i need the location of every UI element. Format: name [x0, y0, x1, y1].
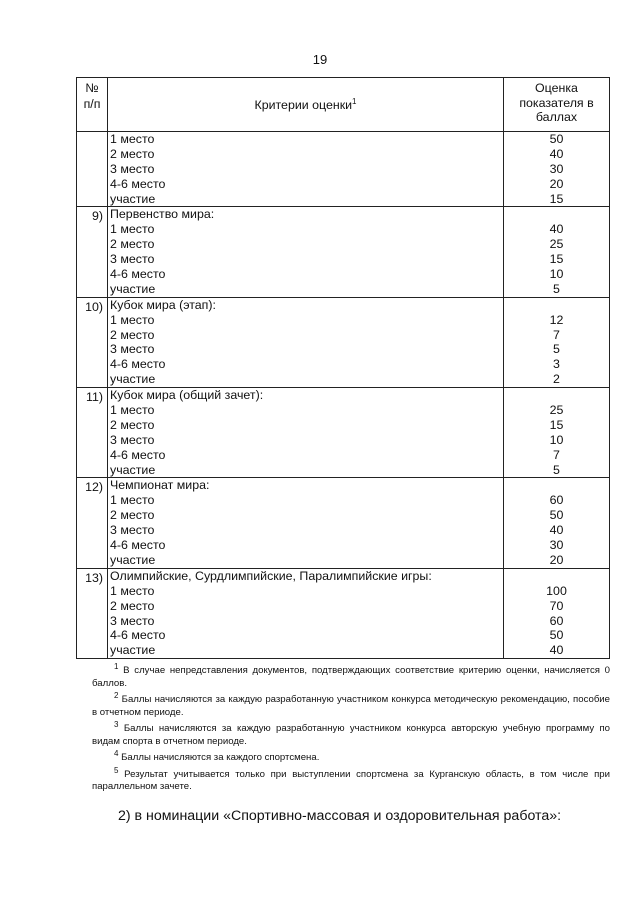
criteria-cell [108, 568, 504, 658]
place-score: 20 [549, 552, 564, 567]
footnotes [92, 661, 610, 794]
place-score: 50 [549, 132, 564, 146]
criteria-title: Первенство мира: [110, 207, 215, 222]
criteria-cell [108, 132, 504, 207]
place-score: 7 [553, 447, 560, 462]
score-cell [504, 297, 610, 387]
place-score: 5 [553, 281, 560, 296]
footnote-mark: 1 [114, 662, 119, 671]
place-label: 4-6 место [110, 628, 166, 643]
place-label: 3 место [110, 252, 155, 267]
place-score: 40 [549, 643, 564, 658]
page-number: 19 [312, 52, 328, 67]
place-score: 7 [553, 327, 560, 342]
place-label: 2 место [110, 508, 155, 523]
footnote-text: В случае непредставления документов, подтверждающих соответствие критерию оценки, начисляется 0 баллов. [92, 665, 610, 689]
header-criteria: Критерии оценки$^1$ [108, 78, 504, 132]
table-row [77, 568, 610, 658]
criteria-cell [108, 388, 504, 478]
table-row [77, 207, 610, 297]
place-score: 20 [549, 176, 564, 191]
place-label: 2 место [110, 598, 155, 613]
table-row [77, 132, 610, 207]
header-criteria-footnote-mark: 1 [352, 96, 357, 106]
footnote-text: Результат учитывается только при выступлении спортсмена за Курганскую область, в том числе при параллельном зачете. [92, 768, 610, 793]
row-number [77, 132, 108, 207]
place-label: 4-6 место [110, 176, 166, 191]
place-label: 4-6 место [110, 267, 166, 282]
footnote-mark: 3 [114, 720, 119, 729]
place-score: 100 [546, 583, 567, 598]
table-row [77, 478, 610, 568]
place-score: 5 [553, 462, 560, 477]
criteria-cell [108, 207, 504, 297]
table-row [77, 297, 610, 387]
place-label: 3 место [110, 342, 155, 357]
place-score: 40 [549, 146, 564, 161]
place-score: 15 [549, 191, 564, 206]
row-number: 9) [77, 207, 108, 297]
place-label: 1 место [110, 493, 155, 508]
place-label: 1 место [110, 132, 155, 146]
place-label: 3 место [110, 432, 155, 447]
footnote [92, 719, 610, 748]
place-score: 10 [549, 267, 564, 282]
place-label: участие [110, 281, 156, 296]
place-label: 3 место [110, 523, 155, 538]
place-label: участие [110, 372, 156, 387]
footnote [92, 748, 610, 765]
place-score: 60 [549, 613, 564, 628]
table-row [77, 388, 610, 478]
row-number: 10) [77, 297, 108, 387]
score-cell [504, 568, 610, 658]
place-score: 25 [549, 403, 564, 418]
place-label: 1 место [110, 312, 155, 327]
criteria-title: Кубок мира (общий зачет): [110, 388, 264, 403]
footnote-text: Баллы начисляются за каждую разработанную участником конкурса авторскую учебную программу по видам спорта в отчетном периоде. [92, 723, 610, 747]
score-spacer [504, 388, 609, 403]
footnote-mark: 4 [114, 749, 119, 758]
criteria-cell [108, 297, 504, 387]
footnote [92, 690, 610, 719]
place-label: 2 место [110, 146, 155, 161]
place-label: 4-6 место [110, 538, 166, 553]
place-score: 30 [549, 161, 564, 176]
place-score: 25 [549, 237, 564, 252]
score-spacer [504, 569, 609, 584]
footnote [92, 661, 610, 690]
place-score: 12 [549, 312, 564, 327]
place-label: 1 место [110, 583, 155, 598]
place-score: 15 [549, 417, 564, 432]
footnote [92, 765, 610, 794]
criteria-cell [108, 478, 504, 568]
place-label: 2 место [110, 237, 155, 252]
place-label: 2 место [110, 327, 155, 342]
score-spacer [504, 207, 609, 222]
place-score: 3 [553, 357, 560, 372]
row-number: 13) [77, 568, 108, 658]
score-cell [504, 478, 610, 568]
row-number: 12) [77, 478, 108, 568]
place-label: участие [110, 552, 156, 567]
footnote-mark: 5 [114, 765, 119, 775]
place-label: 4-6 место [110, 357, 166, 372]
footnote-text: Баллы начисляются за каждого спортсмена. [121, 752, 320, 764]
header-score: Оценка показателя в баллах [504, 78, 610, 132]
score-spacer [504, 478, 609, 493]
score-spacer [504, 298, 609, 313]
header-num: № п/п [77, 78, 108, 132]
place-score: 10 [549, 432, 564, 447]
criteria-title: Олимпийские, Сурдлимпийские, Паралимпийские игры: [110, 568, 432, 583]
place-score: 50 [549, 508, 564, 523]
place-score: 2 [553, 372, 560, 387]
criteria-table [76, 77, 610, 659]
place-label: 3 место [110, 613, 155, 628]
place-label: 3 место [110, 161, 155, 176]
place-score: 30 [549, 538, 564, 553]
place-label: 1 место [110, 403, 155, 418]
score-cell [504, 132, 610, 207]
score-cell [504, 388, 610, 478]
place-score: 60 [549, 493, 564, 508]
place-label: 1 место [110, 222, 155, 237]
nomination-heading: 2) в номинации «Спортивно-массовая и оздоровительная работа»: [118, 808, 562, 824]
row-number: 11) [77, 388, 108, 478]
criteria-title: Чемпионат мира: [110, 478, 210, 493]
score-cell [504, 207, 610, 297]
table-header-row [77, 78, 610, 132]
place-score: 40 [549, 523, 564, 538]
place-score: 50 [549, 628, 564, 643]
place-label: участие [110, 643, 156, 658]
place-score: 15 [549, 252, 564, 267]
footnote-mark: 2 [114, 691, 119, 700]
place-score: 5 [553, 342, 560, 357]
criteria-title: Кубок мира (этап): [110, 297, 216, 312]
place-label: 2 место [110, 417, 155, 432]
footnote-text: Баллы начисляются за каждую разработанную участником конкурса методическую рекомендацию, пособие в отчетном периоде. [92, 694, 611, 718]
place-label: участие [110, 462, 156, 477]
place-label: 4-6 место [110, 447, 166, 462]
place-score: 70 [549, 598, 564, 613]
place-label: участие [110, 191, 156, 206]
place-score: 40 [549, 222, 564, 237]
